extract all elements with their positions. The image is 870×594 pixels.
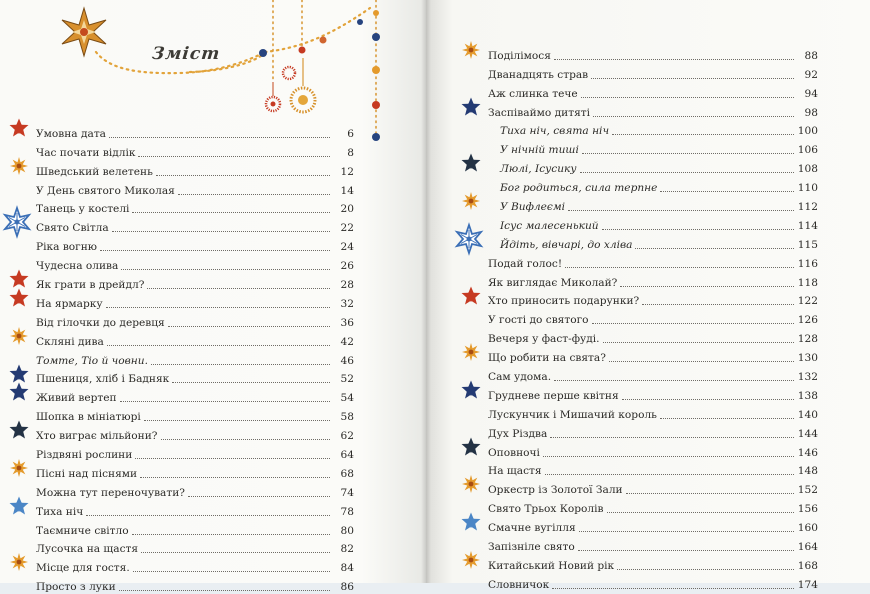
dot-leader [132, 534, 330, 535]
orange-star-icon [460, 549, 482, 571]
toc-page-number: 174 [797, 578, 818, 591]
dot-leader [121, 269, 330, 270]
toc-page-number: 12 [340, 165, 354, 178]
toc-page-number: 126 [797, 314, 818, 327]
toc-entry-title: Просто з луки [36, 581, 116, 594]
toc-page-number: 138 [797, 389, 818, 402]
dot-leader [578, 550, 794, 551]
toc-page-number: 80 [340, 524, 354, 537]
toc-entry-title: Смачне вугілля [488, 522, 576, 535]
toc-entry [488, 271, 818, 290]
toc-entry [488, 422, 818, 441]
toc-entry-title: Час почати відлік [36, 146, 136, 159]
dot-leader [151, 364, 330, 365]
toc-entry [488, 308, 818, 327]
dot-leader [141, 552, 330, 553]
toc-entry-title: Живий вертеп [36, 392, 117, 405]
toc-page-number: 24 [340, 241, 354, 254]
toc-entry-title: Шопка в мініатюрі [36, 411, 141, 424]
toc-entry [488, 44, 818, 63]
ornament-star-icon [62, 8, 106, 56]
dot-leader [147, 288, 330, 289]
dot-leader [109, 137, 330, 138]
navy-star-icon [460, 96, 482, 118]
dark-star-icon [460, 152, 482, 174]
toc-entry [36, 519, 354, 538]
toc-entry-title: Лусочка на щастя [36, 543, 139, 556]
toc-page-number: 130 [797, 352, 818, 365]
orange-star-icon [460, 190, 482, 212]
toc-entry-title: Пшениця, хліб і Бадняк [36, 373, 170, 386]
snowflake-star-icon [2, 207, 32, 237]
toc-page-number: 84 [340, 562, 354, 575]
toc-entry-title: Оповночі [488, 446, 540, 459]
navy-star-icon [8, 381, 30, 403]
toc-entry [488, 554, 818, 573]
toc-page-number: 68 [340, 467, 354, 480]
toc-page-number: 160 [797, 522, 818, 535]
toc-entry [36, 273, 354, 292]
toc-entry [488, 82, 818, 101]
toc-entry-title: Свято Трьох Королів [488, 503, 604, 516]
toc-entry-title: Як виглядає Миколай? [488, 276, 618, 289]
dot-leader [580, 172, 794, 173]
toc-entry [36, 141, 354, 160]
orange-star-icon [8, 551, 30, 573]
toc-page-number: 108 [797, 163, 818, 176]
dot-leader [660, 418, 794, 419]
toc-entry-title: Ісус малесенький [500, 219, 599, 232]
toc-entry [36, 179, 354, 198]
sun-ornament-icon [266, 97, 280, 111]
toc-entry-title: Тиха ніч, свята ніч [500, 125, 610, 138]
toc-entry-title: Танець у костелі [36, 203, 130, 216]
toc-entry [488, 138, 818, 157]
toc-entry [488, 478, 818, 497]
dot-leader [550, 437, 794, 438]
dot-leader [622, 399, 794, 400]
toc-entry-title: Дванадцять страв [488, 68, 589, 81]
dot-leader [554, 380, 794, 381]
dot-leader [565, 267, 794, 268]
toc-entry [36, 481, 354, 500]
toc-page-number: 78 [340, 505, 354, 518]
toc-entry-title: Дух Різдва [488, 427, 548, 440]
toc-entry-title: Можна тут переночувати? [36, 486, 185, 499]
toc-entry-title: Заспіваймо дитяті [488, 106, 591, 119]
toc-entry [488, 441, 818, 460]
toc-page-number: 54 [340, 392, 354, 405]
contents-list-right [488, 44, 818, 592]
toc-entry-title: У нічній тиші [500, 144, 579, 157]
toc-page-number: 28 [340, 279, 354, 292]
toc-page-number: 156 [797, 503, 818, 516]
toc-entry [488, 573, 818, 592]
toc-entry-title: Хто приносить подарунки? [488, 295, 640, 308]
toc-page-number: 118 [797, 276, 818, 289]
toc-entry-title: Скляні дива [36, 335, 104, 348]
sky-star-icon [8, 495, 30, 517]
toc-entry-title: Томте, Тіо й човни. [36, 354, 148, 367]
dot-leader [138, 156, 330, 157]
dot-leader [592, 323, 794, 324]
toc-entry [36, 575, 354, 594]
toc-entry [488, 214, 818, 233]
dot-leader [120, 401, 330, 402]
orange-star-icon [460, 39, 482, 61]
orange-star-icon [8, 457, 30, 479]
toc-page-number: 164 [797, 541, 818, 554]
right-page [426, 0, 870, 591]
toc-entry [36, 424, 354, 443]
toc-page-number: 62 [340, 430, 354, 443]
toc-page-number: 168 [797, 559, 818, 572]
toc-entry-title: Вечеря у фаст-фуді. [488, 333, 600, 346]
toc-entry [36, 198, 354, 217]
toc-page-number: 146 [797, 446, 818, 459]
dot-leader [119, 590, 330, 591]
toc-entry [36, 500, 354, 519]
snowflake-star-icon [454, 224, 484, 254]
dot-leader [133, 571, 330, 572]
toc-entry-title: У Вифлеємі [500, 201, 566, 214]
toc-page-number: 98 [804, 106, 818, 119]
dot-leader [603, 342, 794, 343]
toc-entry [488, 176, 818, 195]
toc-page-number: 32 [340, 297, 354, 310]
dot-leader [86, 515, 330, 516]
toc-entry [488, 252, 818, 271]
dot-leader [543, 456, 794, 457]
toc-entry-title: Чудесна олива [36, 260, 119, 273]
toc-entry-title: Місце для гостя. [36, 562, 130, 575]
dot-leader [609, 361, 794, 362]
orange-star-icon [460, 473, 482, 495]
toc-page-number: 122 [797, 295, 818, 308]
toc-page-number: 86 [340, 581, 354, 594]
dot-leader [620, 286, 794, 287]
dot-leader [602, 229, 794, 230]
dot-leader [140, 477, 330, 478]
dot-leader [554, 59, 794, 60]
dark-star-icon [8, 419, 30, 441]
orange-star-icon [460, 341, 482, 363]
toc-page-number: 8 [347, 146, 354, 159]
toc-entry [488, 365, 818, 384]
dot-leader [545, 474, 794, 475]
toc-entry-title: Сам удома. [488, 371, 552, 384]
toc-entry-title: Тиха ніч [36, 505, 84, 518]
dark-star-icon [460, 436, 482, 458]
toc-entry-title: Йдіть, вівчарі, до хліва [500, 238, 633, 251]
toc-page-number: 112 [797, 201, 818, 214]
toc-entry-title: Умовна дата [36, 127, 106, 140]
toc-page-number: 128 [797, 333, 818, 346]
toc-entry [488, 346, 818, 365]
toc-entry [36, 235, 354, 254]
toc-entry-title: Поділімося [488, 49, 551, 62]
toc-page-number: 42 [340, 335, 354, 348]
toc-entry [36, 330, 354, 349]
toc-entry-title: Пісні над піснями [36, 467, 138, 480]
toc-entry [36, 349, 354, 368]
dot-leader [156, 175, 330, 176]
toc-entry [488, 516, 818, 535]
toc-page-number: 26 [340, 260, 354, 273]
dot-leader [607, 512, 794, 513]
dot-leader [132, 212, 330, 213]
toc-entry-title: Люлі, Ісусику [500, 163, 577, 176]
toc-entry [36, 216, 354, 235]
toc-entry [488, 233, 818, 252]
dot-leader [591, 78, 794, 79]
toc-page-number: 22 [340, 222, 354, 235]
toc-page-number: 116 [797, 257, 818, 270]
toc-entry [488, 157, 818, 176]
dot-leader [579, 531, 794, 532]
contents-list-left [36, 122, 354, 594]
dot-leader [593, 116, 794, 117]
sun-ornament-icon [291, 88, 315, 112]
toc-entry-title: Хто виграє мільйони? [36, 430, 158, 443]
toc-page-number: 74 [340, 486, 354, 499]
dot-leader [168, 326, 330, 327]
toc-entry-title: У День святого Миколая [36, 184, 175, 197]
toc-entry [488, 101, 818, 120]
toc-page-number: 46 [340, 354, 354, 367]
sun-ornament-icon [283, 67, 295, 79]
toc-entry-title: Подай голос! [488, 257, 563, 270]
red-star-icon [8, 287, 30, 309]
toc-entry-title: Від гілочки до деревця [36, 316, 165, 329]
toc-entry [488, 403, 818, 422]
toc-entry [488, 327, 818, 346]
toc-page-number: 100 [797, 125, 818, 138]
toc-page-number: 140 [797, 408, 818, 421]
toc-page-number: 36 [340, 316, 354, 329]
toc-entry [488, 195, 818, 214]
toc-entry-title: Ріка вогню [36, 241, 97, 254]
toc-entry [488, 497, 818, 516]
toc-entry [36, 405, 354, 424]
toc-page-number: 110 [797, 182, 818, 195]
toc-entry-title: Різдвяні рослини [36, 449, 133, 462]
toc-page-number: 152 [797, 484, 818, 497]
toc-page-number: 14 [340, 184, 354, 197]
dot-leader [552, 588, 794, 589]
dot-leader [100, 250, 330, 251]
navy-star-icon [460, 379, 482, 401]
red-star-icon [8, 117, 30, 139]
orange-star-icon [8, 155, 30, 177]
dot-leader [568, 210, 794, 211]
toc-entry-title: Шведський велетень [36, 165, 153, 178]
toc-entry-title: Аж слинка тече [488, 87, 578, 100]
dot-leader [106, 307, 330, 308]
toc-page-number: 92 [804, 68, 818, 81]
book-gutter [421, 0, 431, 583]
toc-entry [36, 556, 354, 575]
toc-page-number: 144 [797, 427, 818, 440]
toc-entry [36, 443, 354, 462]
toc-entry-title: Запізніле свято [488, 541, 575, 554]
left-page [0, 0, 426, 594]
toc-entry [36, 292, 354, 311]
toc-entry-title: Як грати в дрейдл? [36, 279, 145, 292]
toc-entry [488, 63, 818, 82]
toc-entry [488, 535, 818, 554]
dot-leader [112, 231, 330, 232]
toc-entry [36, 160, 354, 179]
toc-entry [36, 122, 354, 141]
toc-entry-title: У гості до святого [488, 314, 589, 327]
toc-entry-title: На ярмарку [36, 297, 103, 310]
toc-entry [36, 368, 354, 387]
toc-page-number: 6 [347, 127, 354, 140]
toc-page-number: 106 [797, 144, 818, 157]
toc-page-number: 94 [804, 87, 818, 100]
toc-page-number: 148 [797, 465, 818, 478]
dot-leader [161, 439, 331, 440]
dot-leader [107, 345, 330, 346]
page-title: Зміст [150, 44, 222, 64]
toc-page-number: 82 [340, 543, 354, 556]
toc-page-number: 114 [797, 219, 818, 232]
toc-page-number: 58 [340, 411, 354, 424]
dot-leader [178, 194, 330, 195]
sky-star-icon [460, 511, 482, 533]
dot-leader [635, 248, 794, 249]
toc-entry-title: Словничок [488, 578, 550, 591]
dot-leader [188, 496, 330, 497]
toc-entry [488, 384, 818, 403]
toc-page-number: 64 [340, 449, 354, 462]
dot-leader [617, 569, 794, 570]
toc-entry-title: Таємниче світло [36, 524, 129, 537]
dot-leader [581, 97, 794, 98]
toc-entry [36, 386, 354, 405]
dot-leader [582, 153, 794, 154]
toc-entry-title: Китайський Новий рік [488, 559, 615, 572]
dot-leader [172, 382, 330, 383]
dot-leader [144, 420, 330, 421]
dot-leader [660, 191, 794, 192]
toc-page-number: 20 [340, 203, 354, 216]
toc-entry [488, 290, 818, 309]
toc-entry-title: Грудневе перше квітня [488, 389, 619, 402]
orange-star-icon [8, 325, 30, 347]
dot-leader [626, 493, 794, 494]
toc-page-number: 52 [340, 373, 354, 386]
toc-entry [36, 311, 354, 330]
dot-leader [135, 458, 330, 459]
dot-leader [642, 304, 794, 305]
toc-page-number: 88 [804, 49, 818, 62]
toc-entry [36, 462, 354, 481]
toc-entry-title: Свято Світла [36, 222, 109, 235]
toc-page-number: 115 [797, 238, 818, 251]
toc-page-number: 132 [797, 371, 818, 384]
toc-entry [488, 120, 818, 139]
toc-entry [36, 254, 354, 273]
toc-entry-title: Що робити на свята? [488, 352, 606, 365]
toc-entry-title: На щастя [488, 465, 542, 478]
dot-leader [612, 134, 794, 135]
toc-entry [36, 538, 354, 557]
toc-entry-title: Лускунчик і Мишачий король [488, 408, 657, 421]
toc-entry [488, 460, 818, 479]
red-star-icon [460, 285, 482, 307]
toc-entry-title: Оркестр із Золотої Зали [488, 484, 623, 497]
toc-entry-title: Бог родиться, сила терпне [500, 182, 658, 195]
